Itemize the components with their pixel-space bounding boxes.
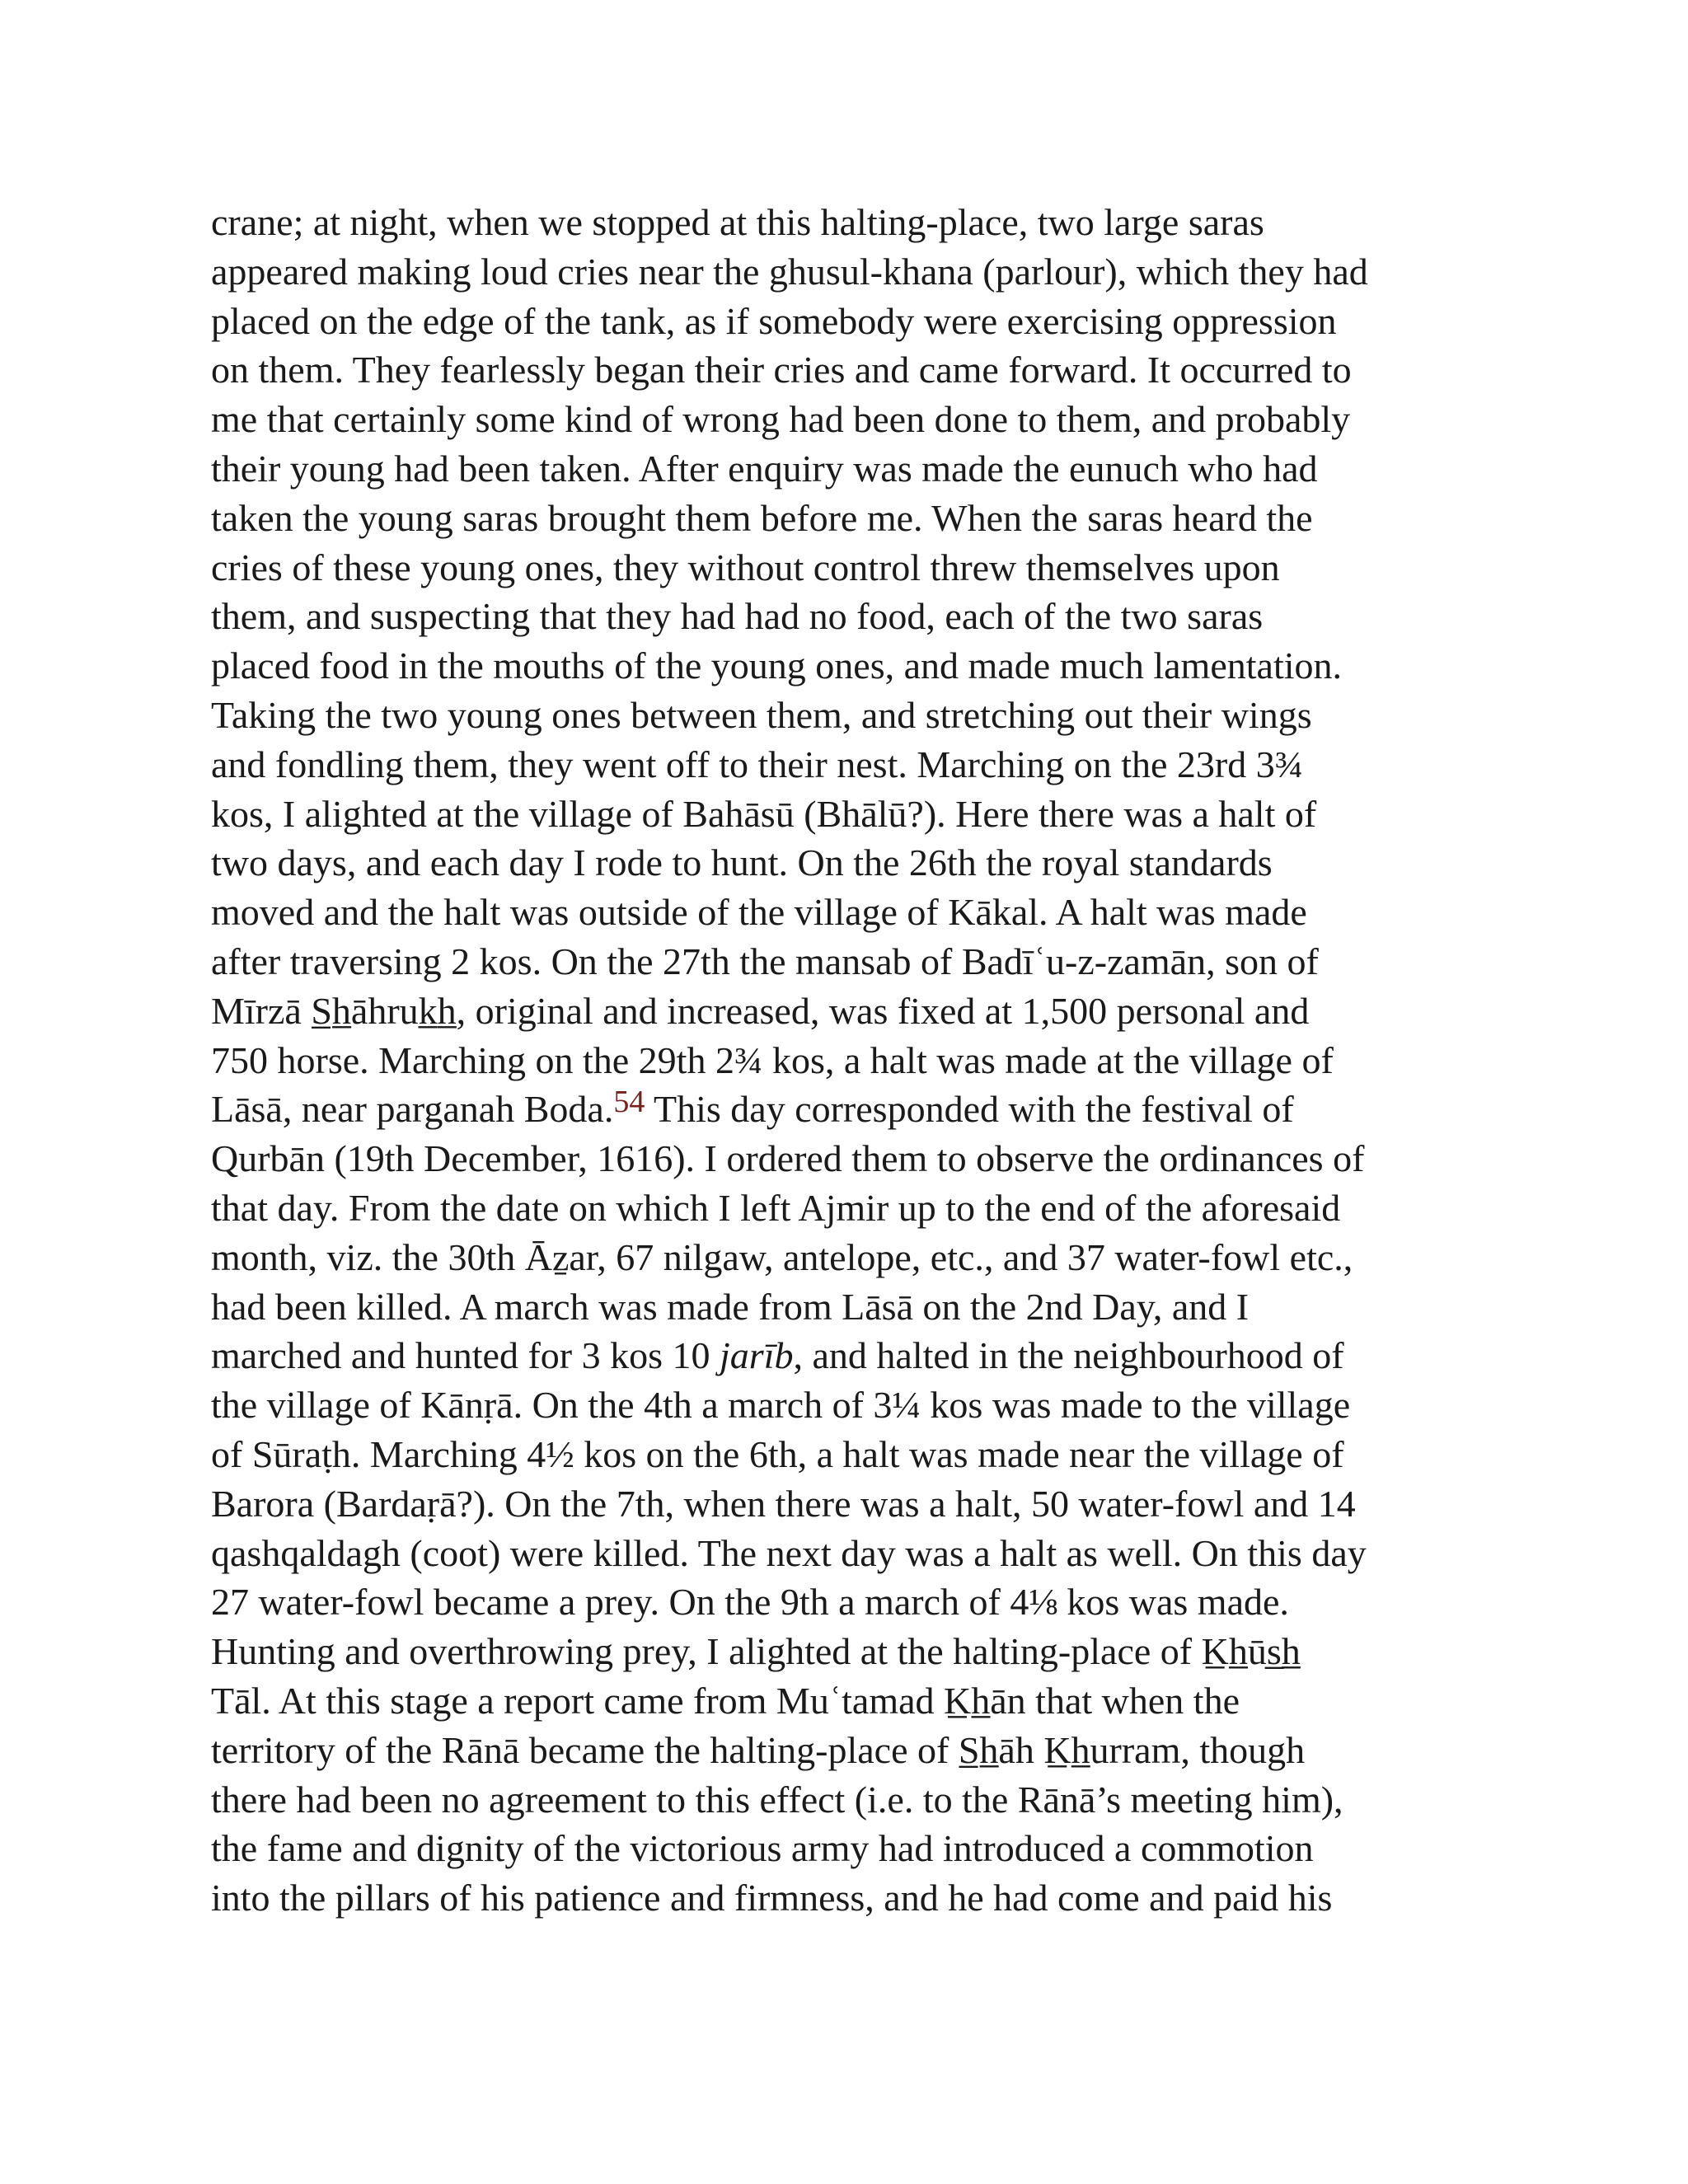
- text-segment: , and halted in the neighbourhood of: [793, 1334, 1344, 1377]
- text-line: into the pillars of his patience and firmness, and he had come and paid his: [211, 1877, 1333, 1919]
- text-line: territory of the Rānā became the halting-place of S̲h̲āh K̲h̲urram, though: [211, 1728, 1306, 1771]
- text-line: of Sūraṭh. Marching 4½ kos on the 6th, a halt was made near the village of: [211, 1432, 1344, 1475]
- text-line: Mīrzā S̲h̲āhruk̲h̲, original and increased, was fixed at 1,500 personal and: [211, 989, 1310, 1032]
- text-line: that day. From the date on which I left Ajmir up to the end of the aforesaid: [211, 1186, 1341, 1229]
- text-line: placed on the edge of the tank, as if somebody were exercising oppression: [211, 299, 1337, 342]
- text-line: after traversing 2 kos. On the 27th the mansab of Badīʿu-z-zamān, son of: [211, 940, 1319, 982]
- text-line: Hunting and overthrowing prey, I alighted at the halting-place of K̲h̲ūs̲h̲: [211, 1630, 1301, 1673]
- italic-term: jarīb: [720, 1334, 794, 1377]
- text-line: Qurbān (19th December, 1616). I ordered them to observe the ordinances of: [211, 1137, 1365, 1180]
- text-line-with-italic: [211, 1331, 1497, 1380]
- text-line: month, viz. the 30th Āẕar, 67 nilgaw, antelope, etc., and 37 water-fowl etc.,: [211, 1235, 1353, 1278]
- text-line: on them. They fearlessly began their cries and came forward. It occurred to: [211, 349, 1352, 391]
- text-line: them, and suspecting that they had had no food, each of the two saras: [211, 595, 1264, 638]
- text-line: and fondling them, they went off to their nest. Marching on the 23rd 3¾: [211, 743, 1304, 785]
- text-line: qashqaldagh (coot) were killed. The next day was a halt as well. On this day: [211, 1531, 1367, 1574]
- text-line: crane; at night, when we stopped at this halting-place, two large saras: [211, 201, 1264, 243]
- text-line: me that certainly some kind of wrong had been done to them, and probably: [211, 398, 1351, 441]
- text-line: two days, and each day I rode to hunt. On the 26th the royal standards: [211, 841, 1273, 884]
- text-line: Barora (Bardaṛā?). On the 7th, when there was a halt, 50 water-fowl and 14: [211, 1482, 1356, 1525]
- text-line: appeared making loud cries near the ghusul-khana (parlour), which they had: [211, 250, 1368, 293]
- text-line: 27 water-fowl became a prey. On the 9th a march of 4⅛ kos was made.: [211, 1581, 1289, 1624]
- text-segment: marched and hunted for 3 kos 10: [211, 1334, 720, 1377]
- footnote-link-54[interactable]: 54: [613, 1085, 645, 1120]
- body-text: [211, 198, 1497, 1923]
- text-line: Taking the two young ones between them, and stretching out their wings: [211, 693, 1312, 736]
- text-line: Tāl. At this stage a report came from Muʿtamad K̲h̲ān that when the: [211, 1679, 1240, 1722]
- text-line: taken the young saras brought them before me. When the saras heard the: [211, 496, 1313, 539]
- text-segment: This day corresponded with the festival of: [645, 1088, 1294, 1131]
- text-line: the fame and dignity of the victorious army had introduced a commotion: [211, 1827, 1314, 1870]
- text-line-with-footnote: [211, 1085, 1497, 1134]
- text-line: their young had been taken. After enquiry was made the eunuch who had: [211, 447, 1318, 490]
- text-line: the village of Kānṛā. On the 4th a march of 3¼ kos was made to the village: [211, 1384, 1351, 1427]
- text-line: cries of these young ones, they without control threw themselves upon: [211, 546, 1280, 588]
- text-line: kos, I alighted at the village of Bahāsū (Bhālū?). Here there was a halt of: [211, 792, 1317, 835]
- text-segment: Lāsā, near parganah Boda.: [211, 1088, 614, 1131]
- text-line: moved and the halt was outside of the village of Kākal. A halt was made: [211, 891, 1307, 934]
- text-line: had been killed. A march was made from Lāsā on the 2nd Day, and I: [211, 1285, 1250, 1328]
- text-line: there had been no agreement to this effect (i.e. to the Rānā’s meeting him),: [211, 1778, 1343, 1821]
- text-line: placed food in the mouths of the young ones, and made much lamentation.: [211, 644, 1343, 687]
- text-line: 750 horse. Marching on the 29th 2¾ kos, a halt was made at the village of: [211, 1038, 1334, 1081]
